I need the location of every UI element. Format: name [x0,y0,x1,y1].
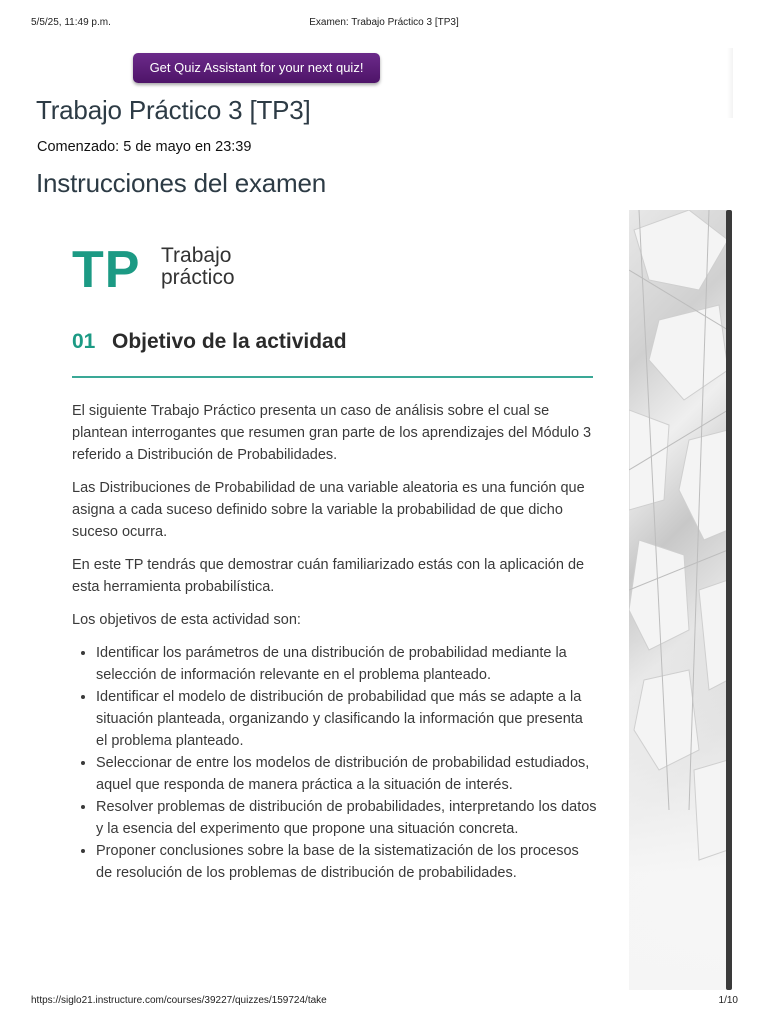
paragraph: El siguiente Trabajo Práctico presenta un caso de análisis sobre el cual se plantean interrogantes que resumen gran parte de los aprendizajes del Módulo 3 referido a Distribución de Probabilidades. [72,403,592,463]
paragraph: Las Distribuciones de Probabilidad de una variable aleatoria es una función que asigna a cada suceso definido sobre la variable la probabilidad de que dicho suceso ocurra. [72,480,585,540]
document-body [72,400,597,884]
list-item: • Proponer conclusiones sobre la base de la sistematización de los procesos de resolución de los problemas de distribución de probabilidades. [96,840,597,884]
section-title: Objetivo de la actividad [112,330,347,353]
quiz-assistant-button[interactable]: Get Quiz Assistant for your next quiz! [133,53,380,83]
page-number: 1/10 [718,995,738,1006]
footer-url[interactable]: https://siglo21.instructure.com/courses/39227/quizzes/159724/take [31,995,327,1006]
objectives-list [72,642,597,884]
section-divider [72,376,593,378]
paragraph: En este TP tendrás que demostrar cuán familiarizado estás con la aplicación de esta herramienta probabilística. [72,557,585,595]
print-date: 5/5/25, 11:49 p.m. [31,17,111,28]
scrollbar[interactable] [726,210,732,990]
tp-logo-word-2: práctico [161,266,235,289]
paragraph: Los objetivos de esta actividad son: [72,612,301,628]
tp-logo-word-1: Trabajo [161,244,232,267]
section-number: 01 [72,330,96,353]
page-title: Trabajo Práctico 3 [TP3] [36,95,311,125]
header-shadow-edge [727,48,733,118]
tp-logo-mark: TP [72,241,141,299]
started-timestamp: Comenzado: 5 de mayo en 23:39 [37,139,252,155]
print-title: Examen: Trabajo Práctico 3 [TP3] [309,17,459,28]
instructions-heading: Instrucciones del examen [36,168,327,198]
list-item: • Identificar los parámetros de una distribución de probabilidad mediante la selección de información relevante en el problema planteado. [96,642,597,686]
print-header [0,17,768,31]
list-item: • Resolver problemas de distribución de probabilidades, interpretando los datos y la esencia del experimento que propone una situación concreta. [96,796,597,840]
list-item: • Seleccionar de entre los modelos de distribución de probabilidad estudiados, aquel que responda de manera práctica a la situación de interés. [96,752,597,796]
decorative-side-image [629,210,728,990]
list-item: • Identificar el modelo de distribución de probabilidad que más se adapte a la situación planteada, organizando y clasificando la información que presenta el problema planteado. [96,686,597,752]
